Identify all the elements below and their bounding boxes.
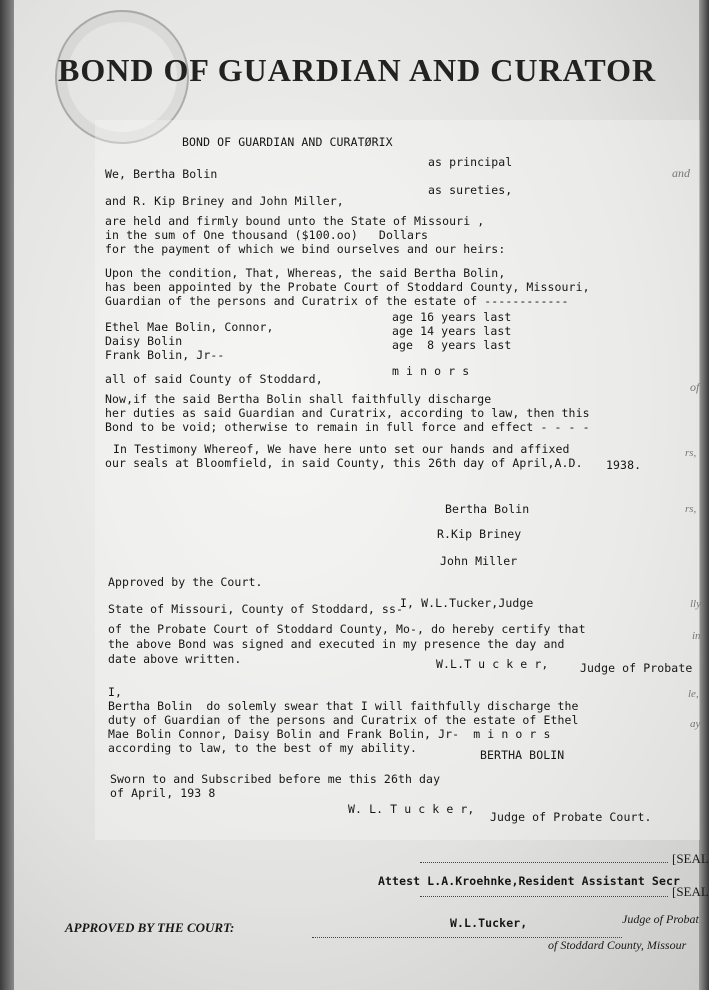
condition-line-1: Upon the condition, That, Whereas, the said Bertha Bolin,	[105, 266, 506, 280]
approved-line: Approved by the Court.	[108, 575, 263, 589]
minor-age: age 16 years last	[392, 310, 512, 324]
attest-line: Attest L.A.Kroehnke,Resident Assistant Secr	[378, 874, 681, 888]
condition-line-2: has been appointed by the Probate Court of Stoddard County, Missouri,	[105, 280, 590, 294]
oath-line-2: duty of Guardian of the persons and Curatrix of the estate of Ethel	[108, 713, 579, 727]
certification-line-1: of the Probate Court of Stoddard County, Mo-, do hereby certify that	[108, 622, 586, 636]
judge-of-probate-label: Judge of Probate	[580, 661, 693, 675]
margin-fragment: lly	[690, 598, 701, 610]
condition-now-2: her duties as said Guardian and Curatrix, according to law, then this	[105, 406, 590, 420]
signer-name: R.Kip Briney	[437, 527, 522, 541]
margin-fragment: and	[672, 166, 690, 180]
form-title: BOND OF GUARDIAN AND CURATOR	[58, 52, 657, 88]
oath-line-1: Bertha Bolin do solemly swear that I will faithfully discharge the	[108, 699, 579, 713]
judge-of-probate-printed: Judge of Probat	[622, 912, 699, 926]
approved-by-court-label: APPROVED BY THE COURT:	[65, 920, 235, 935]
margin-fragment: in	[692, 630, 701, 642]
margin-fragment: rs,	[685, 447, 697, 459]
judge-signature: W.L.T u c k e r,	[436, 657, 549, 671]
minors-label: m i n o r s	[392, 364, 470, 378]
oath-line-3: Mae Bolin Connor, Daisy Bolin and Frank Bolin, Jr- m i n o r s	[108, 727, 551, 741]
scan-edge-right	[699, 0, 709, 990]
oath-i: I,	[108, 685, 123, 699]
as-principal-label: as principal	[428, 155, 513, 169]
condition-line-3: Guardian of the persons and Curatrix of the estate of ------------	[105, 294, 569, 308]
signer-name: John Miller	[440, 554, 518, 568]
sworn-judge-signature: W. L. T u c k e r,	[348, 802, 475, 816]
oath-line-4: according to law, to the best of my ability.	[108, 741, 418, 755]
seal-label: [SEAL	[672, 851, 709, 866]
certification-line-3: date above written.	[108, 652, 242, 666]
held-line-3: for the payment of which we bind ourselves and our heirs:	[105, 242, 506, 256]
held-line-2: in the sum of One thousand ($100.oo) Dollars	[105, 228, 429, 242]
certification-line-2: the above Bond was signed and executed in my presence the day and	[108, 637, 565, 651]
sworn-line-1: Sworn to and Subscribed before me this 26th day	[110, 772, 441, 786]
as-sureties-label: as sureties,	[428, 183, 513, 197]
minor-name: Frank Bolin, Jr--	[105, 348, 225, 362]
condition-now-1: Now,if the said Bertha Bolin shall faithfully discharge	[105, 392, 492, 406]
margin-fragment: of	[690, 380, 700, 394]
minor-age: age 8 years last	[392, 338, 512, 352]
attest-judge-signature: W.L.Tucker,	[450, 916, 528, 930]
county-line: all of said County of Stoddard,	[105, 372, 323, 386]
minor-name: Ethel Mae Bolin, Connor,	[105, 320, 274, 334]
margin-fragment: le,	[688, 688, 699, 700]
document-heading: BOND OF GUARDIAN AND CURATØRIX	[182, 135, 393, 149]
signer-name: Bertha Bolin	[445, 502, 530, 516]
seal-rule	[420, 896, 668, 897]
oath-signature: BERTHA BOLIN	[480, 748, 565, 762]
sworn-judge-title: Judge of Probate Court.	[490, 810, 652, 824]
principal-line: We, Bertha Bolin	[105, 167, 218, 181]
held-line-1: are held and firmly bound unto the State of Missouri ,	[105, 214, 485, 228]
testimony-year: 1938.	[606, 458, 642, 472]
minor-age: age 14 years last	[392, 324, 512, 338]
sureties-line: and R. Kip Briney and John Miller,	[105, 194, 344, 208]
state-county-line: State of Missouri, County of Stoddard, ss-	[108, 602, 403, 616]
stoddard-county-printed: of Stoddard County, Missour	[548, 938, 687, 952]
judge-intro: I, W.L.Tucker,Judge	[400, 596, 534, 610]
testimony-line-1: In Testimony Whereof, We have here unto set our hands and affixed	[113, 442, 570, 456]
sworn-line-2: of April, 193 8	[110, 786, 216, 800]
seal-rule	[420, 862, 668, 863]
testimony-line-2: our seals at Bloomfield, in said County, this 26th day of April,A.D.	[105, 456, 583, 470]
scan-edge-left	[0, 0, 14, 990]
margin-fragment: rs,	[685, 503, 697, 515]
minor-name: Daisy Bolin	[105, 334, 183, 348]
condition-now-3: Bond to be void; otherwise to remain in full force and effect - - - -	[105, 420, 590, 434]
seal-label: [SEAL	[672, 884, 709, 899]
margin-fragment: ay	[690, 718, 701, 730]
